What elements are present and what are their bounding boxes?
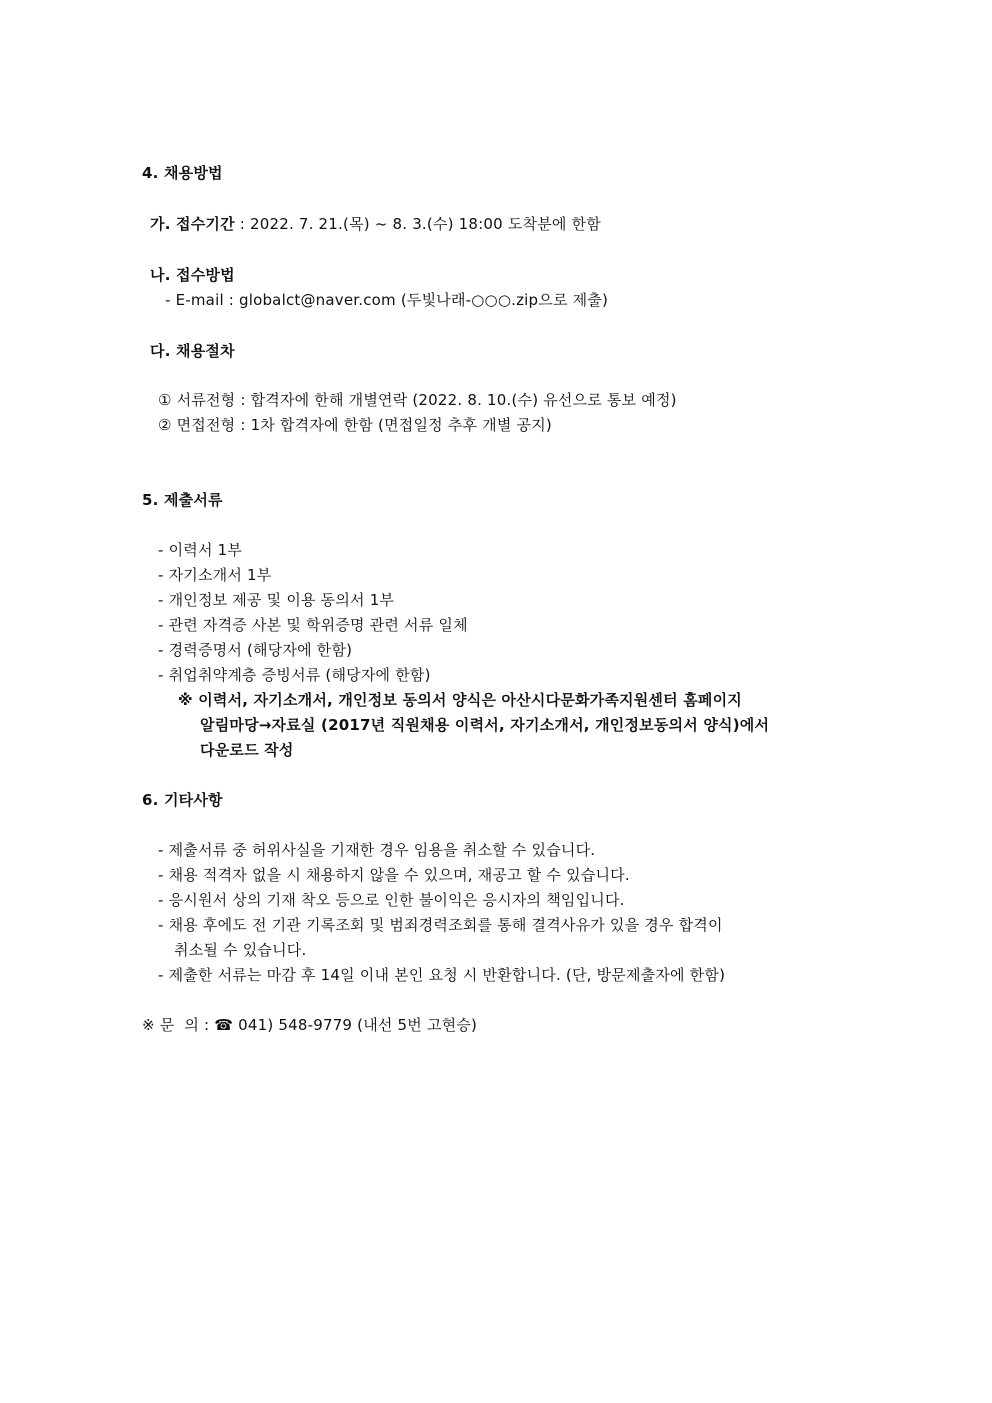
procedure-step-2: ② 면접전형 : 1차 합격자에 한함 (면접일정 추후 개별 공지) [158,416,552,434]
reception-period-text: : 2022. 7. 21.(목) ~ 8. 3.(수) 18:00 도착분에 한함 [234,215,601,233]
document-item: - 취업취약계층 증빙서류 (해당자에 한함) [158,666,431,684]
contact-text: 041) 548-9779 (내선 5번 고현승) [233,1016,478,1034]
document-item: - 이력서 1부 [158,541,243,559]
notice-item-cont: 취소될 수 있습니다. [174,941,307,959]
reception-method-label: 나. 접수방법 [150,266,235,284]
notice-item: - 제출서류 중 허위사실을 기재한 경우 임용을 취소할 수 있습니다. [158,841,596,859]
notice-item: - 채용 후에도 전 기관 기록조회 및 범죄경력조회를 통해 결격사유가 있을 경우 합격이 [158,916,723,934]
section-4-heading: 4. 채용방법 [142,164,223,182]
contact-line [142,1015,477,1035]
reception-period [150,214,601,234]
contact-prefix: ※ 문 의 : [142,1016,215,1034]
section-5-heading: 5. 제출서류 [142,491,223,509]
form-download-note: ※ 이력서, 자기소개서, 개인정보 동의서 양식은 아산시다문화가족지원센터 홈페이지 [178,691,742,709]
notice-item: - 응시원서 상의 기재 착오 등으로 인한 불이익은 응시자의 책임입니다. [158,891,625,909]
hiring-procedure-label: 다. 채용절차 [150,342,235,360]
form-download-note-cont: 다운로드 작성 [200,741,294,759]
reception-method-text: - E-mail : globalct@naver.com (두빛나래-○○○.zip으로 제출) [165,291,609,309]
document-item: - 경력증명서 (해당자에 한함) [158,641,353,659]
document-item: - 관련 자격증 사본 및 학위증명 관련 서류 일체 [158,616,468,634]
document-item: - 자기소개서 1부 [158,566,272,584]
document-item: - 개인정보 제공 및 이용 동의서 1부 [158,591,395,609]
reception-period-label: 가. 접수기간 [150,215,235,233]
procedure-step-1: ① 서류전형 : 합격자에 한해 개별연락 (2022. 8. 10.(수) 유선으로 통보 예정) [158,391,677,409]
section-6-heading: 6. 기타사항 [142,791,223,809]
notice-item: - 제출한 서류는 마감 후 14일 이내 본인 요청 시 반환합니다. (단, 방문제출자에 한함) [158,966,726,984]
form-download-note-cont: 알림마당→자료실 (2017년 직원채용 이력서, 자기소개서, 개인정보동의서 양식)에서 [200,716,770,734]
phone-icon: ☎ [214,1016,234,1034]
notice-item: - 채용 적격자 없을 시 채용하지 않을 수 있으며, 재공고 할 수 있습니다. [158,866,630,884]
